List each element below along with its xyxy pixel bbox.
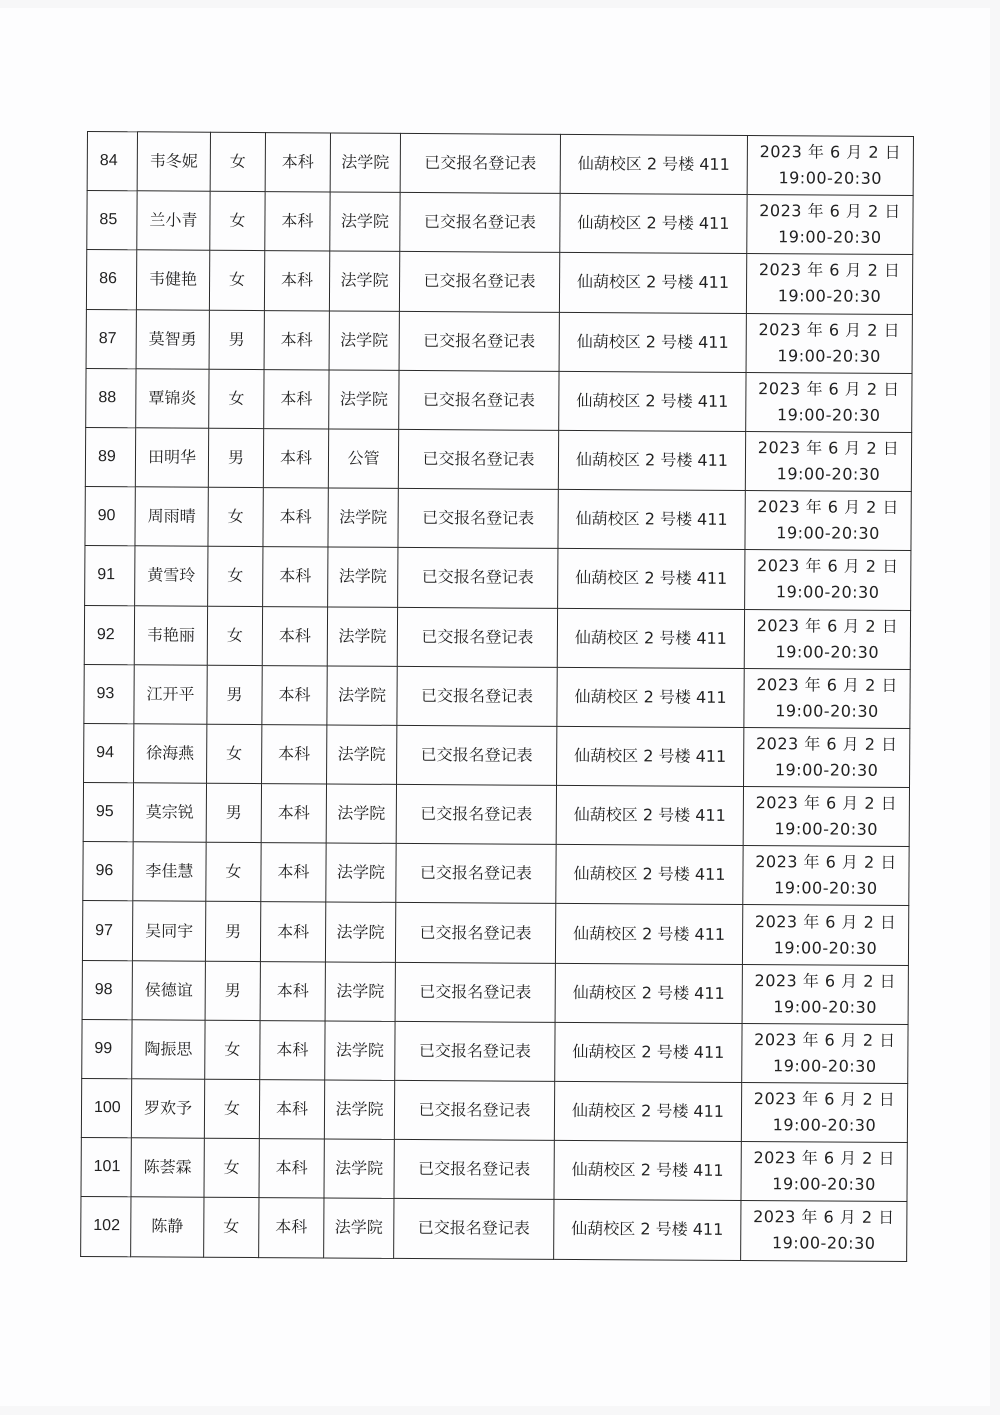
session-time-cell [744,609,910,669]
table-row [87,132,913,196]
table-row [86,368,912,432]
submission-status-cell: 已交报名登记表 [396,844,556,904]
table-row [82,1019,908,1083]
education-level-cell: 本科 [262,724,327,784]
table-row [83,783,909,847]
table-row [81,1197,907,1261]
row-number-cell: 91 [85,546,135,605]
location-cell: 仙葫校区 2 号楼 411 [557,726,744,786]
session-time-cell [747,195,913,255]
session-time-cell [745,431,911,491]
college-cell: 法学院 [324,1080,394,1140]
education-level-cell: 本科 [260,1020,325,1080]
submission-status-cell: 已交报名登记表 [394,1080,554,1140]
gender-cell: 男 [207,665,262,725]
submission-status-cell: 已交报名登记表 [394,1199,554,1259]
table-row [82,960,908,1024]
gender-cell: 女 [210,132,265,192]
college-cell: 法学院 [325,902,395,962]
education-level-cell: 本科 [264,310,329,370]
education-level-cell: 本科 [265,133,330,193]
table-row [82,901,908,965]
row-number-cell: 84 [87,132,137,191]
college-cell: 法学院 [329,311,399,371]
session-time-cell [746,372,912,432]
location-cell: 仙葫校区 2 号楼 411 [560,194,747,254]
session-time-cell [742,905,908,965]
session-time: 19:00-20:30 [775,700,879,721]
paper-sheet [0,8,990,1406]
student-name-cell: 徐海燕 [134,724,207,784]
location-cell: 仙葫校区 2 号楼 411 [560,134,747,194]
session-time-cell [743,846,909,906]
gender-cell: 女 [207,606,262,666]
table-row [84,664,910,728]
row-number-cell: 95 [83,783,133,842]
education-level-cell: 本科 [259,1139,324,1199]
gender-cell: 女 [204,1198,259,1258]
session-date: 2023 年 6 月 2 日 [753,1089,896,1110]
session-date: 2023 年 6 月 2 日 [754,1029,896,1050]
location-cell: 仙葫校区 2 号楼 411 [558,549,745,609]
college-cell: 法学院 [330,133,400,193]
session-time: 19:00-20:30 [777,286,882,307]
session-date: 2023 年 6 月 2 日 [759,142,902,163]
location-cell: 仙葫校区 2 号楼 411 [554,1081,741,1141]
student-name-cell: 黄雪玲 [135,546,208,606]
location-cell: 仙葫校区 2 号楼 411 [556,845,743,905]
education-level-cell: 本科 [259,1080,324,1140]
table-row [86,309,912,373]
student-name-cell: 侯德谊 [132,960,205,1020]
session-time-cell [743,787,909,847]
gender-cell: 女 [207,724,262,784]
location-cell: 仙葫校区 2 号楼 411 [554,1200,741,1260]
session-time-cell [747,136,913,196]
session-time: 19:00-20:30 [771,1233,876,1254]
gender-cell: 男 [208,428,263,488]
session-time-cell [742,1023,908,1083]
education-level-cell: 本科 [262,606,327,666]
table-row [85,487,911,551]
education-level-cell: 本科 [262,665,327,725]
education-level-cell: 本科 [263,547,328,607]
gender-cell: 男 [209,310,264,370]
student-name-cell: 陶振思 [132,1020,205,1080]
row-number-cell: 96 [83,842,133,901]
student-name-cell: 莫智勇 [136,309,209,369]
education-level-cell: 本科 [260,902,325,962]
student-name-cell: 韦冬妮 [137,132,210,192]
session-time-cell [741,1083,907,1143]
submission-status-cell: 已交报名登记表 [399,370,559,430]
student-name-cell: 覃锦炎 [136,369,209,429]
gender-cell: 女 [208,487,263,547]
college-cell: 法学院 [329,370,399,430]
submission-status-cell: 已交报名登记表 [399,252,559,312]
location-cell: 仙葫校区 2 号楼 411 [559,253,746,313]
student-name-cell: 李佳慧 [133,842,206,902]
college-cell: 法学院 [324,1139,394,1199]
student-name-cell: 兰小青 [137,191,210,251]
gender-cell: 女 [210,191,265,251]
college-cell: 法学院 [326,784,396,844]
session-date: 2023 年 6 月 2 日 [758,260,901,281]
row-number-cell: 102 [81,1197,131,1256]
roster-table [80,131,914,1262]
college-cell: 法学院 [327,725,397,785]
session-time: 19:00-20:30 [776,405,881,425]
submission-status-cell: 已交报名登记表 [395,1021,555,1081]
row-number-cell: 87 [86,309,136,368]
session-time: 19:00-20:30 [775,641,880,662]
location-cell: 仙葫校区 2 号楼 411 [555,904,742,964]
education-level-cell: 本科 [264,251,329,311]
session-time: 19:00-20:30 [776,464,881,484]
college-cell: 法学院 [327,666,397,726]
session-time-cell [745,491,911,551]
session-time: 19:00-20:30 [774,878,878,899]
college-cell: 公管 [328,429,398,489]
education-level-cell: 本科 [259,1198,324,1258]
student-name-cell: 江开平 [134,664,207,724]
row-number-cell: 86 [86,250,136,309]
row-number-cell: 100 [81,1078,131,1137]
session-date: 2023 年 6 月 2 日 [756,674,898,695]
row-number-cell: 98 [82,960,132,1019]
college-cell: 法学院 [328,488,398,548]
session-time-cell [741,1201,907,1261]
session-time-cell [744,668,910,728]
row-number-cell: 93 [84,664,134,723]
education-level-cell: 本科 [261,784,326,844]
session-time: 19:00-20:30 [778,227,882,248]
table-row [81,1078,907,1142]
gender-cell: 男 [205,961,260,1021]
roster-body [81,132,914,1262]
student-name-cell: 吴同宇 [132,901,205,961]
college-cell: 法学院 [327,606,397,666]
table-row [85,427,911,491]
row-number-cell: 92 [84,605,134,664]
table-row [81,1138,907,1202]
row-number-cell: 88 [86,368,136,427]
student-name-cell: 韦艳丽 [134,605,207,665]
table-row [84,723,910,787]
location-cell: 仙葫校区 2 号楼 411 [557,608,744,668]
gender-cell: 女 [204,1079,259,1139]
college-cell: 法学院 [330,192,400,252]
session-date: 2023 年 6 月 2 日 [755,793,898,814]
student-name-cell: 周雨晴 [135,487,208,547]
submission-status-cell: 已交报名登记表 [395,903,555,963]
session-time: 19:00-20:30 [778,168,883,188]
college-cell: 法学院 [325,962,395,1022]
session-date: 2023 年 6 月 2 日 [758,319,901,340]
gender-cell: 女 [205,1020,260,1080]
gender-cell: 男 [205,902,260,962]
table-row [84,605,910,669]
college-cell: 法学院 [326,843,396,903]
college-cell: 法学院 [328,547,398,607]
submission-status-cell: 已交报名登记表 [397,607,557,667]
gender-cell: 女 [208,547,263,607]
education-level-cell: 本科 [261,843,326,903]
session-time: 19:00-20:30 [775,582,880,603]
session-time: 19:00-20:30 [772,1056,877,1076]
session-time-cell [741,1142,907,1202]
location-cell: 仙葫校区 2 号楼 411 [555,963,742,1023]
submission-status-cell: 已交报名登记表 [400,133,560,193]
session-time: 19:00-20:30 [776,523,880,544]
student-name-cell: 罗欢予 [131,1079,204,1139]
location-cell: 仙葫校区 2 号楼 411 [555,1022,742,1082]
student-name-cell: 莫宗锐 [133,783,206,843]
session-time: 19:00-20:30 [772,1115,877,1135]
session-date: 2023 年 6 月 2 日 [757,438,900,458]
college-cell: 法学院 [325,1021,395,1081]
student-name-cell: 陈荟霖 [131,1138,204,1198]
session-time-cell [742,964,908,1024]
session-time: 19:00-20:30 [772,1174,876,1195]
gender-cell: 女 [209,369,264,429]
location-cell: 仙葫校区 2 号楼 411 [557,667,744,727]
session-time-cell [746,313,912,373]
gender-cell: 女 [204,1138,259,1198]
location-cell: 仙葫校区 2 号楼 411 [556,785,743,845]
student-name-cell: 韦健艳 [136,250,209,310]
submission-status-cell: 已交报名登记表 [397,666,557,726]
session-date: 2023 年 6 月 2 日 [753,1207,895,1228]
session-date: 2023 年 6 月 2 日 [754,911,897,932]
table-row [87,191,913,255]
row-number-cell: 85 [87,191,137,250]
submission-status-cell: 已交报名登记表 [395,962,555,1022]
location-cell: 仙葫校区 2 号楼 411 [559,371,746,431]
table-row [83,842,909,906]
college-cell: 法学院 [329,251,399,311]
session-time-cell [744,727,910,787]
location-cell: 仙葫校区 2 号楼 411 [554,1141,741,1201]
session-date: 2023 年 6 月 2 日 [757,556,899,577]
education-level-cell: 本科 [260,961,325,1021]
session-time: 19:00-20:30 [774,760,879,780]
submission-status-cell: 已交报名登记表 [398,489,558,549]
session-date: 2023 年 6 月 2 日 [759,201,901,222]
student-name-cell: 田明华 [135,428,208,488]
session-time: 19:00-20:30 [774,819,879,840]
submission-status-cell: 已交报名登记表 [400,193,560,253]
submission-status-cell: 已交报名登记表 [397,725,557,785]
gender-cell: 女 [209,251,264,311]
row-number-cell: 94 [84,723,134,782]
session-date: 2023 年 6 月 2 日 [753,1148,896,1169]
session-date: 2023 年 6 月 2 日 [757,497,900,518]
session-time-cell [746,254,912,314]
education-level-cell: 本科 [263,429,328,489]
session-date: 2023 年 6 月 2 日 [755,852,897,873]
submission-status-cell: 已交报名登记表 [399,311,559,371]
education-level-cell: 本科 [264,369,329,429]
education-level-cell: 本科 [265,192,330,252]
session-time: 19:00-20:30 [777,345,881,366]
table-row [86,250,912,314]
gender-cell: 女 [206,842,261,902]
session-time-cell [745,550,911,610]
submission-status-cell: 已交报名登记表 [396,784,556,844]
gender-cell: 男 [206,783,261,843]
session-date: 2023 年 6 月 2 日 [758,378,900,399]
row-number-cell: 97 [82,901,132,960]
session-date: 2023 年 6 月 2 日 [754,970,897,991]
submission-status-cell: 已交报名登记表 [398,548,558,608]
location-cell: 仙葫校区 2 号楼 411 [558,430,745,490]
location-cell: 仙葫校区 2 号楼 411 [559,312,746,372]
row-number-cell: 89 [85,427,135,486]
table-row [85,546,911,610]
session-time: 19:00-20:30 [773,996,877,1017]
student-name-cell: 陈静 [131,1197,204,1257]
submission-status-cell: 已交报名登记表 [398,429,558,489]
session-time: 19:00-20:30 [773,937,878,958]
row-number-cell: 101 [81,1138,131,1197]
session-date: 2023 年 6 月 2 日 [755,734,898,754]
row-number-cell: 90 [85,487,135,546]
submission-status-cell: 已交报名登记表 [394,1140,554,1200]
education-level-cell: 本科 [263,488,328,548]
session-date: 2023 年 6 月 2 日 [756,615,899,636]
location-cell: 仙葫校区 2 号楼 411 [558,490,745,550]
college-cell: 法学院 [324,1198,394,1258]
row-number-cell: 99 [82,1019,132,1078]
